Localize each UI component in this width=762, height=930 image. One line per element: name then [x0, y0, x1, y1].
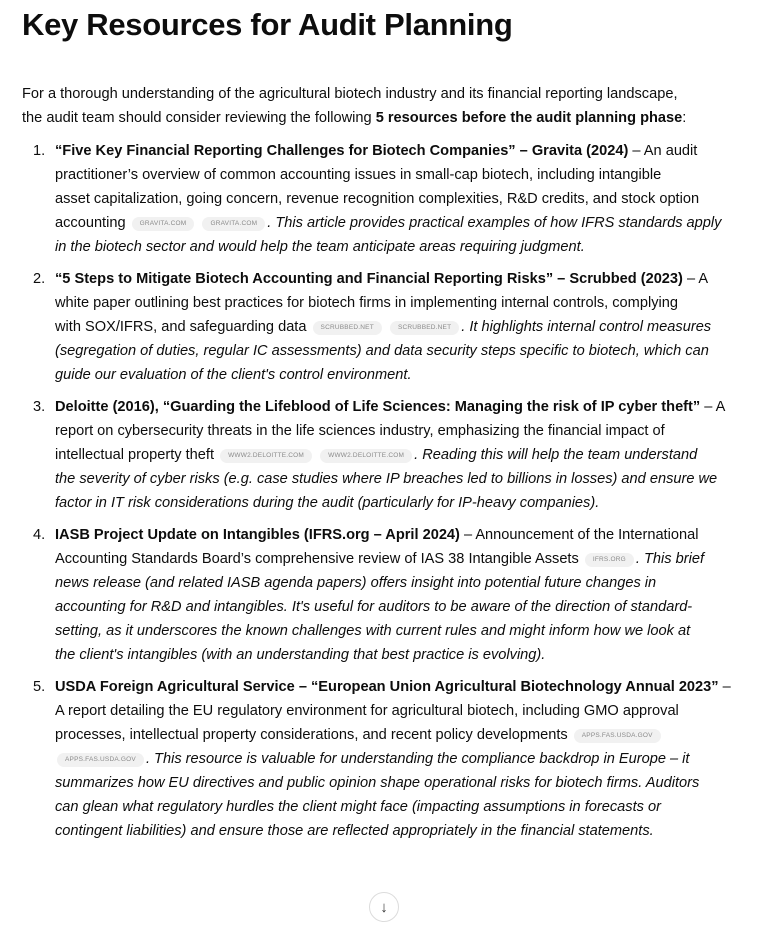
scroll-to-bottom-button[interactable] — [369, 892, 399, 922]
item-line — [55, 619, 762, 643]
citation-chip[interactable]: WWW2.DELOITTE.COM — [320, 449, 412, 463]
intro-line — [22, 106, 722, 130]
item-number: 3. — [33, 399, 46, 415]
item-text: accounting — [55, 215, 126, 231]
item-line — [55, 139, 762, 163]
list-item — [22, 675, 762, 843]
list-item — [22, 139, 762, 259]
citation-chip[interactable]: GRAVITA.COM — [202, 217, 265, 231]
intro-text: : — [682, 110, 687, 126]
item-line — [55, 643, 762, 667]
item-note: accounting for R&D and intangibles. It's useful for auditors to be aware of the direction of standard- — [55, 599, 693, 615]
resource-list — [22, 139, 762, 843]
citation-chip[interactable]: SCRUBBED.NET — [390, 321, 459, 335]
item-line: white paper outlining best practices for biotech firms in implementing internal controls, complying — [55, 295, 678, 311]
item-number: 2. — [33, 271, 46, 287]
item-note: . This brief — [635, 551, 705, 567]
citation-chip[interactable]: IFRS.ORG — [585, 553, 634, 567]
item-note: the client's intangibles (with an understanding that best practice is evolving). — [55, 647, 546, 663]
item-line — [55, 571, 762, 595]
item-note: . Reading this will help the team understand — [414, 447, 698, 463]
item-line: asset capitalization, going concern, revenue recognition complexities, R&D credits, and stock option — [55, 191, 700, 207]
item-line: A report detailing the EU regulatory environment for agricultural biotech, including GMO approval — [55, 703, 679, 719]
item-line: report on cybersecurity threats in the life sciences industry, emphasizing the financial impact of — [55, 423, 665, 439]
citation-chip[interactable]: SCRUBBED.NET — [313, 321, 382, 335]
item-note: news release (and related IASB agenda papers) offers insight into potential future changes in — [55, 575, 657, 591]
item-note: can glean what regulatory hurdles the client might face (impacting assumptions in forecasts or — [55, 799, 661, 815]
item-note: setting, as it underscores the known challenges with current rules and might inform how we look at — [55, 623, 691, 639]
item-text: – Announcement of the International — [459, 527, 699, 543]
item-text: with SOX/IFRS, and safeguarding data — [55, 319, 307, 335]
item-note: the severity of cyber risks (e.g. case studies where IP breaches led to billions in losses) and ensure we — [55, 471, 718, 487]
item-note: . This resource is valuable for understanding the compliance backdrop in Europe – it — [145, 751, 690, 767]
item-line — [55, 819, 762, 843]
item-text: Accounting Standards Board’s comprehensive review of IAS 38 Intangible Assets — [55, 551, 579, 567]
citation-chip[interactable]: APPS.FAS.USDA.GOV — [57, 753, 144, 767]
item-text: processes, intellectual property considerations, and recent policy developments — [55, 727, 568, 743]
item-title: Deloitte (2016), “Guarding the Lifeblood of Life Sciences: Managing the risk of IP cyber theft” — [55, 399, 701, 415]
response-content — [22, 0, 762, 851]
item-line — [55, 395, 762, 419]
item-line — [55, 267, 762, 291]
item-line — [55, 491, 762, 515]
item-line — [55, 315, 762, 339]
item-line — [55, 723, 762, 747]
item-line — [55, 747, 762, 771]
item-text: – A — [700, 399, 726, 415]
item-text: intellectual property theft — [55, 447, 214, 463]
item-line — [55, 547, 762, 571]
item-line — [55, 211, 762, 235]
item-line — [55, 675, 762, 699]
item-number: 1. — [33, 143, 46, 159]
item-note: summarizes how EU directives and public opinion shape operational risks for biotech firms. Auditors — [55, 775, 700, 791]
item-line — [55, 595, 762, 619]
item-note: . This article provides practical examples of how IFRS standards apply — [267, 215, 722, 231]
intro-emphasis: 5 resources before the audit planning phase — [375, 110, 683, 126]
item-title: USDA Foreign Agricultural Service – “European Union Agricultural Biotechnology Annual 2023” — [55, 679, 719, 695]
item-text: – An audit — [628, 143, 698, 159]
item-note: . It highlights internal control measures — [461, 319, 712, 335]
item-number: 5. — [33, 679, 46, 695]
arrow-down-icon: ↓ — [380, 898, 388, 916]
item-line — [55, 339, 762, 363]
item-note: factor in IT risk considerations during the audit (particularly for IP-heavy companies). — [55, 495, 600, 511]
item-line — [55, 467, 762, 491]
citation-chip[interactable]: GRAVITA.COM — [132, 217, 195, 231]
item-note: guide our evaluation of the client's control environment. — [55, 367, 412, 383]
list-item — [22, 267, 762, 387]
intro-paragraph — [22, 82, 722, 130]
page-title: Key Resources for Audit Planning — [22, 7, 513, 42]
item-note: in the biotech sector and would help the team anticipate areas requiring judgment. — [55, 239, 585, 255]
item-line: practitioner’s overview of common accounting issues in small-cap biotech, including intangible — [55, 167, 662, 183]
item-title: IASB Project Update on Intangibles (IFRS.org – April 2024) — [55, 527, 460, 543]
item-number: 4. — [33, 527, 46, 543]
item-line — [55, 771, 762, 795]
item-line — [55, 523, 762, 547]
intro-text: the audit team should consider reviewing the following — [22, 110, 376, 126]
list-item — [22, 395, 762, 515]
item-note: contingent liabilities) and ensure those are reflected appropriately in the financial statements. — [55, 823, 654, 839]
item-line — [55, 443, 762, 467]
item-note: (segregation of duties, regular IC assessments) and data security steps specific to biotech, which can — [55, 343, 709, 359]
item-line — [55, 235, 762, 259]
item-text: – A — [682, 271, 709, 287]
item-title: “Five Key Financial Reporting Challenges for Biotech Companies” – Gravita (2024) — [55, 143, 629, 159]
item-title: “5 Steps to Mitigate Biotech Accounting and Financial Reporting Risks” – Scrubbed (2023) — [55, 271, 683, 287]
list-item — [22, 523, 762, 667]
item-text: – — [718, 679, 731, 695]
item-line — [55, 363, 762, 387]
citation-chip[interactable]: WWW2.DELOITTE.COM — [220, 449, 312, 463]
item-line — [55, 795, 762, 819]
citation-chip[interactable]: APPS.FAS.USDA.GOV — [574, 729, 661, 743]
intro-line: For a thorough understanding of the agricultural biotech industry and its financial reporting landscape, — [22, 86, 678, 102]
